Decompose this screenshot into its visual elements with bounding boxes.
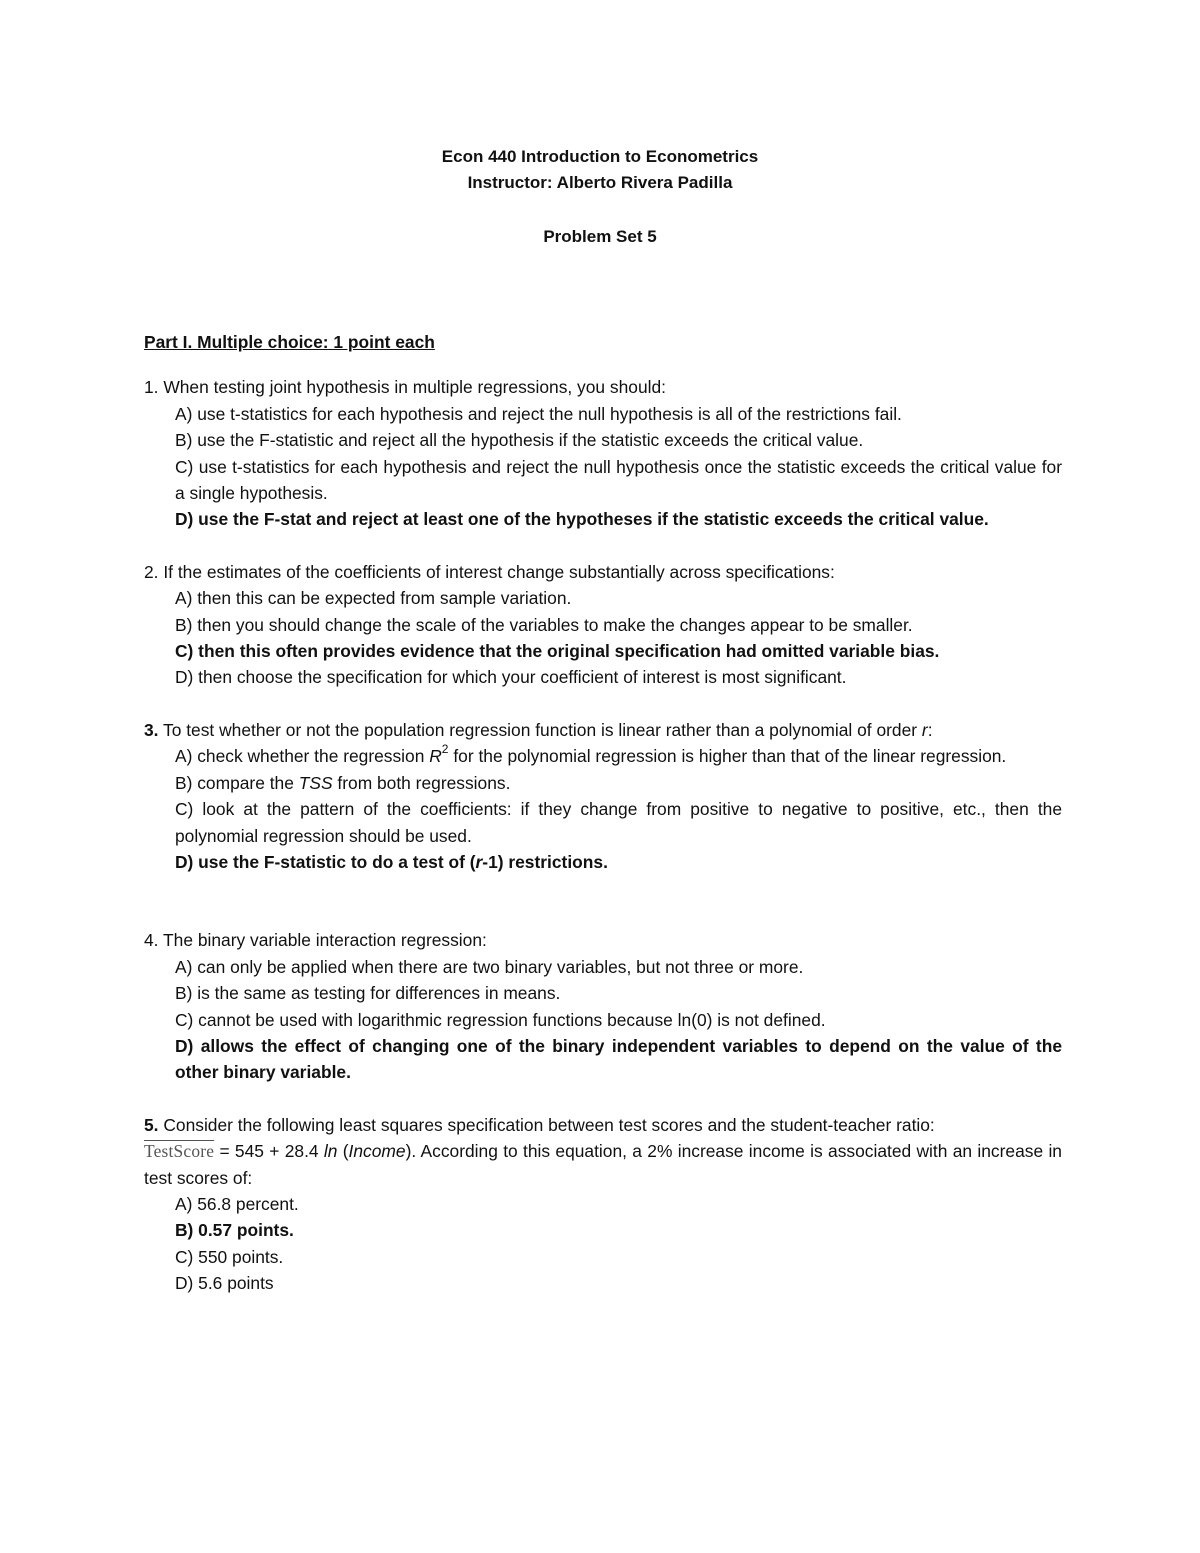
question-2 [144, 559, 1062, 691]
spacer [144, 533, 1062, 559]
option-a: A) 56.8 percent. [175, 1193, 299, 1214]
r-squared-exponent: 2 [441, 742, 449, 757]
r-var: r [475, 851, 483, 872]
instructor-name: Instructor: Alberto Rivera Padilla [467, 173, 733, 192]
option-c-correct: C) then this often provides evidence that the original specification had omitted variable bias. [175, 641, 940, 662]
option-b-text: B) compare the [175, 772, 299, 793]
answer-options [144, 743, 1062, 875]
question-text: Consider the following least squares specification between test scores and the student-teacher ratio: [158, 1114, 935, 1135]
income-var: Income [348, 1141, 406, 1162]
option-d-text: D) use the F-statistic to do a test of ( [175, 851, 476, 872]
option-d-correct: D) allows the effect of changing one of the binary independent variables to depend on the value of the other binary variable. [175, 1035, 1062, 1083]
tss-var: TSS [298, 772, 333, 793]
problem-set-title-wrap [0, 224, 1200, 250]
option-b-text-end: from both regressions. [332, 772, 511, 793]
answer-options [144, 585, 1062, 691]
test-score-hat-term: TestScore [144, 1141, 215, 1162]
option-b [175, 770, 1062, 796]
question-stem [144, 1112, 1062, 1191]
question-5 [144, 1112, 1062, 1297]
polynomial-order-var: r [921, 719, 928, 740]
option-a: A) then this can be expected from sample variation. [175, 588, 572, 609]
question-stem [144, 717, 1062, 743]
question-number: 5. [144, 1114, 159, 1135]
option-d: D) 5.6 points [175, 1273, 274, 1294]
option-b: B) is the same as testing for differences in means. [175, 983, 561, 1004]
part-title: Part I. Multiple choice: 1 point each [144, 332, 435, 352]
option-b: B) then you should change the scale of the variables to make the changes appear to be smaller. [175, 614, 913, 635]
spacer [144, 875, 1062, 927]
answer-options [144, 401, 1062, 533]
question-1 [144, 374, 1062, 532]
question-text: To test whether or not the population regression function is linear rather than a polynomial of order [158, 719, 922, 740]
option-d-correct [175, 849, 1062, 875]
equation-rest: ). According to this equation, a 2% increase income is associated with an increase in test scores of: [144, 1141, 1062, 1188]
r-squared-var: R [429, 746, 442, 767]
option-c: C) use t-statistics for each hypothesis and reject the null hypothesis once the statistic exceeds the critical value for a single hypothesis. [175, 456, 1062, 504]
equation-open-paren: ( [337, 1141, 349, 1162]
option-a: A) can only be applied when there are two binary variables, but not three or more. [175, 956, 804, 977]
option-a-text-end: for the polynomial regression is higher than that of the linear regression. [448, 746, 1007, 767]
option-a-text: A) check whether the regression [175, 746, 430, 767]
problem-set-title: Problem Set 5 [543, 227, 657, 246]
option-c: C) cannot be used with logarithmic regression functions because ln(0) is not defined. [175, 1009, 826, 1030]
option-d: D) then choose the specification for which your coefficient of interest is most significant. [175, 667, 847, 688]
question-number: 3. [144, 719, 159, 740]
question-stem: 2. If the estimates of the coefficients of interest change substantially across specifications: [144, 561, 835, 582]
equation-mid: = 545 + 28.4 [214, 1141, 324, 1162]
document-header [0, 144, 1200, 196]
option-a [175, 743, 1062, 769]
option-c: C) look at the pattern of the coefficients: if they change from positive to negative to positive, etc., then the polynomial regression should be used. [175, 799, 1062, 846]
option-b: B) use the F-statistic and reject all the hypothesis if the statistic exceeds the critical value. [175, 430, 864, 451]
option-a: A) use t-statistics for each hypothesis and reject the null hypothesis is all of the restrictions fail. [175, 403, 902, 424]
option-b-correct: B) 0.57 points. [175, 1220, 294, 1241]
option-d-text-end: -1) restrictions. [482, 851, 608, 872]
ln-function: ln [323, 1141, 338, 1162]
question-stem: 1. When testing joint hypothesis in multiple regressions, you should: [144, 377, 666, 398]
answer-options [144, 1191, 1062, 1297]
spacer [144, 691, 1062, 717]
question-3 [144, 717, 1062, 875]
spacer [144, 1086, 1062, 1112]
question-4 [144, 927, 1062, 1085]
option-c: C) 550 points. [175, 1246, 284, 1267]
answer-options [144, 954, 1062, 1086]
option-d-correct: D) use the F-stat and reject at least one of the hypotheses if the statistic exceeds the critical value. [175, 509, 989, 530]
question-stem: 4. The binary variable interaction regression: [144, 930, 487, 951]
stem-end: : [927, 719, 933, 740]
course-title: Econ 440 Introduction to Econometrics [441, 147, 759, 166]
document-body [144, 329, 1062, 1297]
